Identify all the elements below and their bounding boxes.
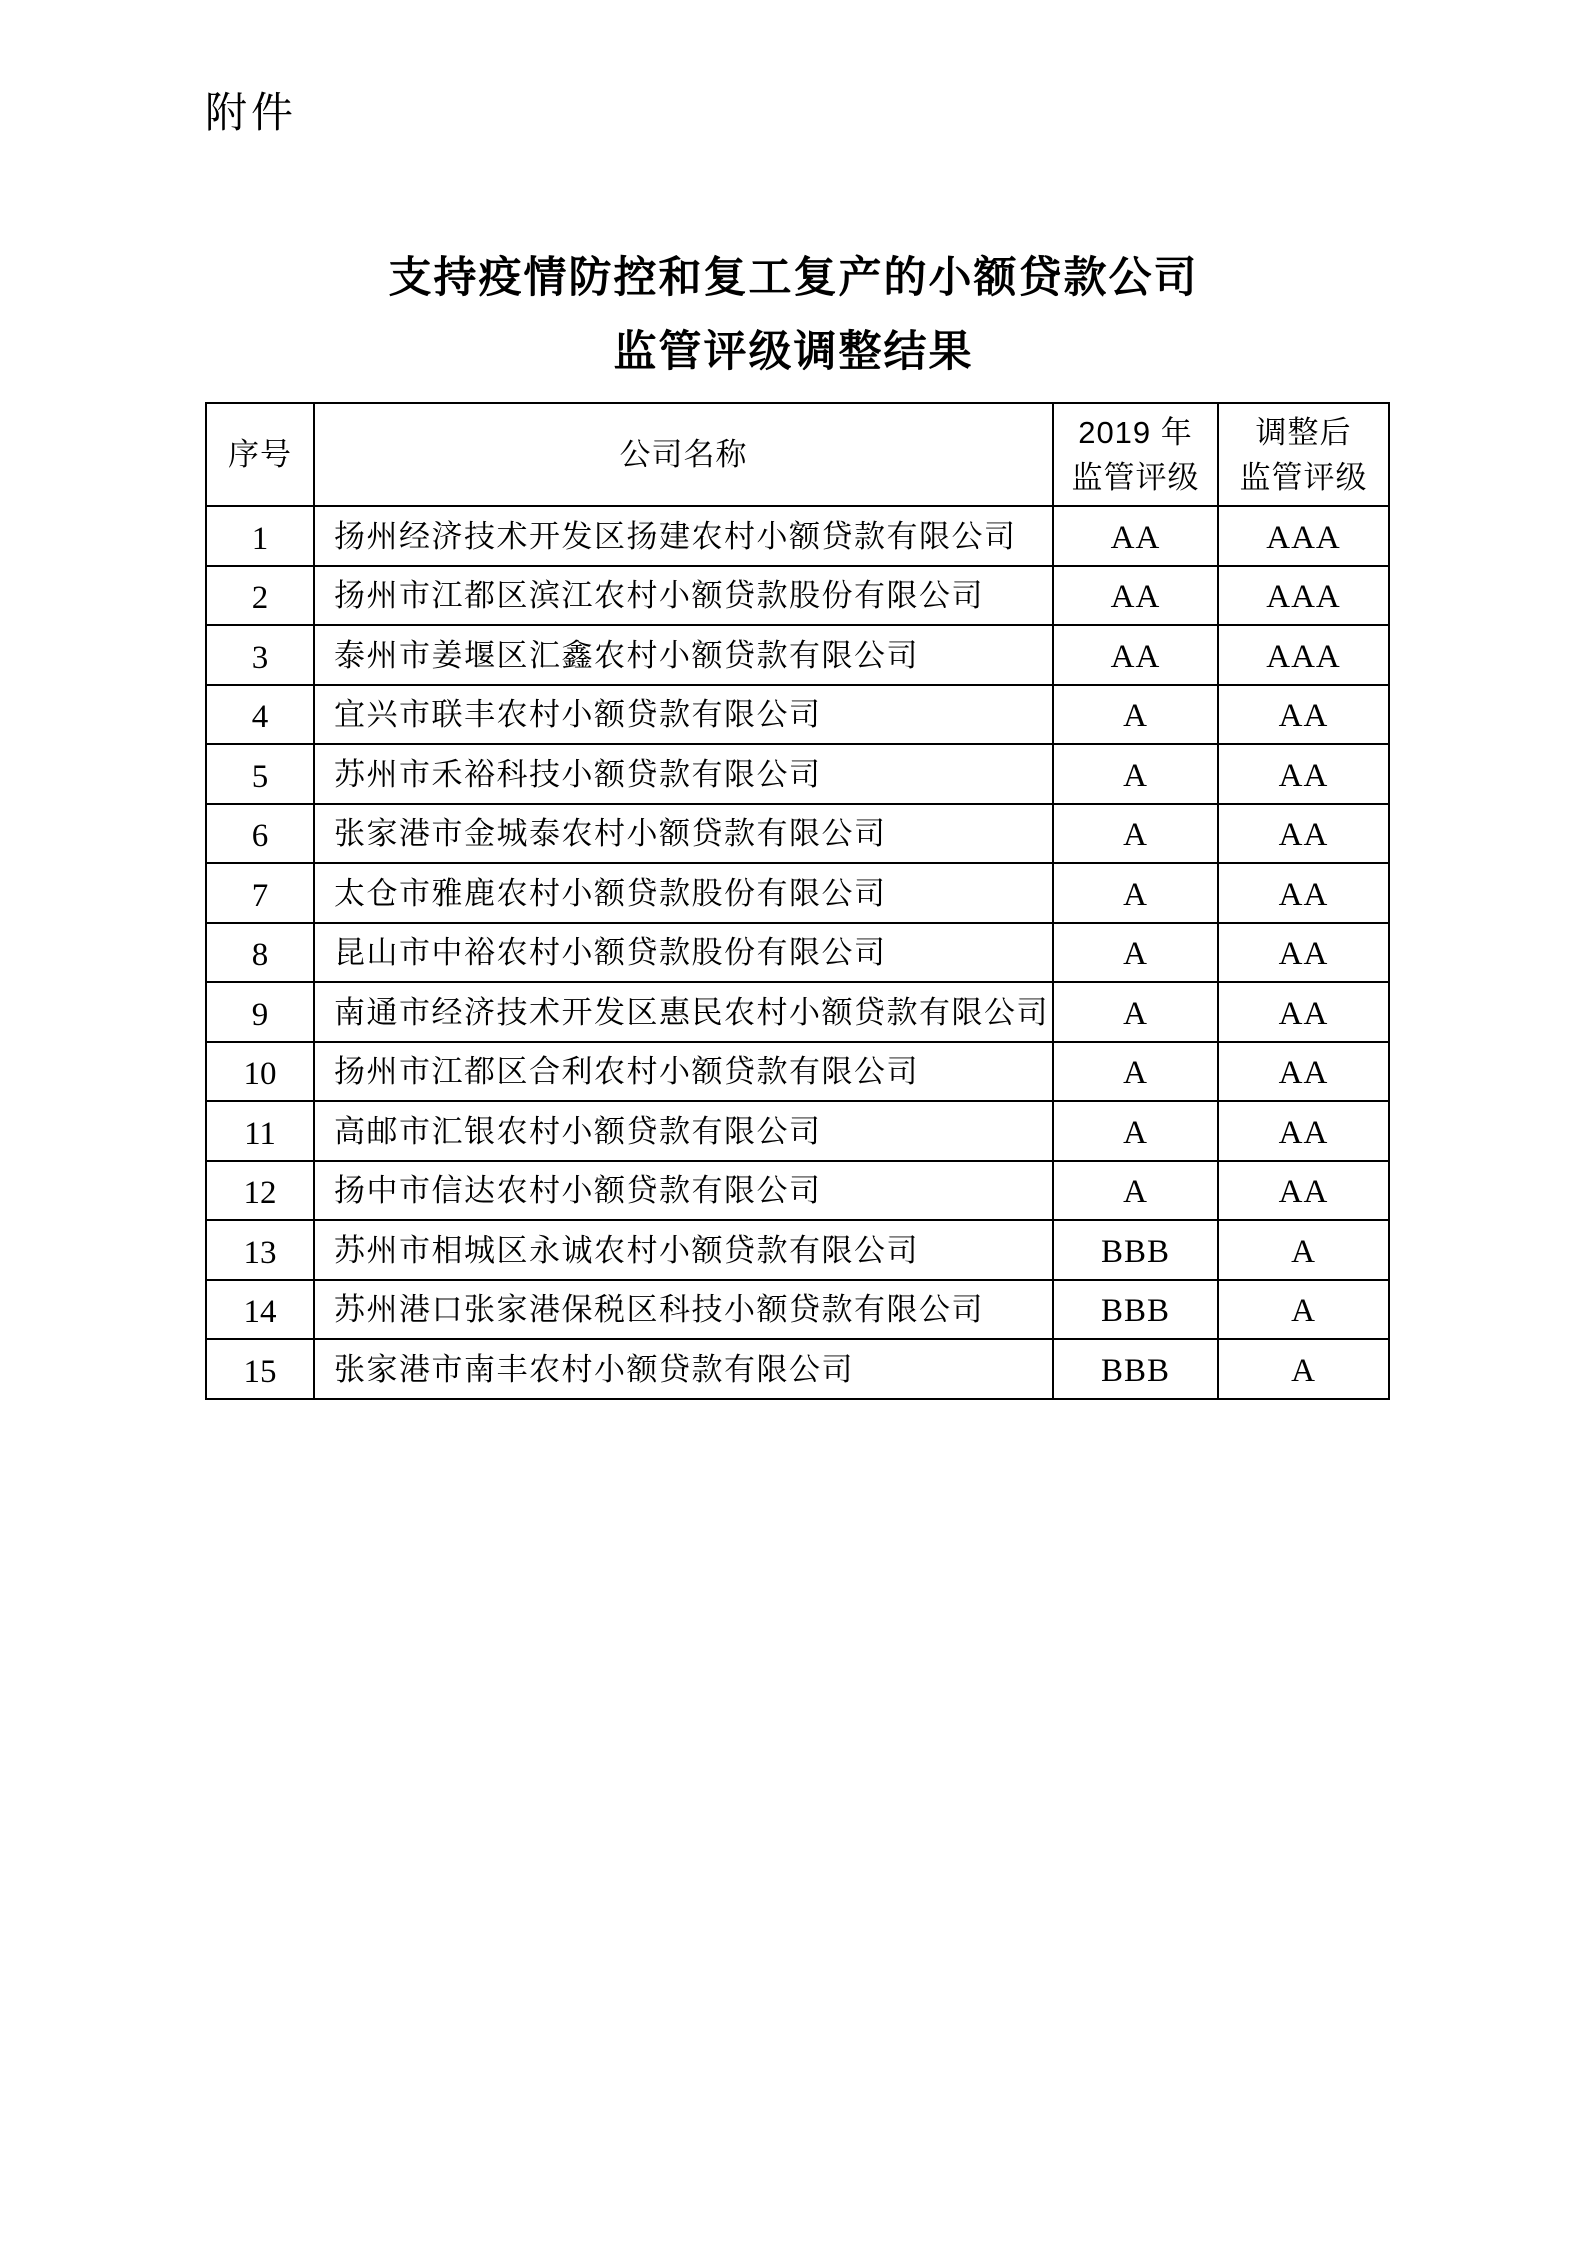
header-company: 公司名称 (314, 403, 1053, 506)
document-title-line2: 监管评级调整结果 (613, 329, 974, 376)
table-row (206, 506, 1389, 566)
row-rating-adjusted: AA (1218, 923, 1389, 983)
row-seq: 8 (206, 923, 314, 983)
row-seq: 15 (206, 1339, 314, 1399)
table-header-row (206, 403, 1389, 506)
row-company: 高邮市汇银农村小额贷款有限公司 (314, 1101, 1053, 1161)
row-rating-adjusted: AA (1218, 804, 1389, 864)
row-rating-adjusted: AA (1218, 863, 1389, 923)
row-company: 南通市经济技术开发区惠民农村小额贷款有限公司 (314, 982, 1053, 1042)
row-company: 宜兴市联丰农村小额贷款有限公司 (314, 685, 1053, 745)
row-company: 扬州市江都区滨江农村小额贷款股份有限公司 (314, 566, 1053, 626)
row-rating-adjusted: AAA (1218, 506, 1389, 566)
attachment-label: 附件 (205, 89, 298, 136)
row-seq: 13 (206, 1220, 314, 1280)
row-rating-adjusted: AA (1218, 1101, 1389, 1161)
table-row (206, 1280, 1389, 1340)
row-rating-2019: A (1053, 982, 1218, 1042)
row-rating-2019: A (1053, 1161, 1218, 1221)
row-company: 泰州市姜堰区汇鑫农村小额贷款有限公司 (314, 625, 1053, 685)
row-rating-adjusted: A (1218, 1280, 1389, 1340)
table-row (206, 744, 1389, 804)
row-seq: 9 (206, 982, 314, 1042)
row-rating-2019: AA (1053, 625, 1218, 685)
header-seq: 序号 (206, 403, 314, 506)
row-seq: 3 (206, 625, 314, 685)
row-rating-adjusted: A (1218, 1339, 1389, 1399)
row-seq: 6 (206, 804, 314, 864)
header-rating-adjusted (1218, 403, 1389, 506)
row-company: 扬州市江都区合利农村小额贷款有限公司 (314, 1042, 1053, 1102)
row-rating-2019: BBB (1053, 1280, 1218, 1340)
table-row (206, 1161, 1389, 1221)
row-rating-2019: A (1053, 923, 1218, 983)
row-seq: 1 (206, 506, 314, 566)
document-title-line1: 支持疫情防控和复工复产的小额贷款公司 (388, 255, 1199, 302)
row-rating-adjusted: AA (1218, 685, 1389, 745)
row-rating-2019: AA (1053, 566, 1218, 626)
table-row (206, 625, 1389, 685)
row-rating-2019: BBB (1053, 1339, 1218, 1399)
row-company: 张家港市金城泰农村小额贷款有限公司 (314, 804, 1053, 864)
row-rating-2019: A (1053, 804, 1218, 864)
table-row (206, 1220, 1389, 1280)
table-row (206, 804, 1389, 864)
row-seq: 14 (206, 1280, 314, 1340)
row-seq: 12 (206, 1161, 314, 1221)
row-rating-adjusted: AA (1218, 982, 1389, 1042)
row-rating-2019: A (1053, 1042, 1218, 1102)
row-seq: 4 (206, 685, 314, 745)
row-company: 昆山市中裕农村小额贷款股份有限公司 (314, 923, 1053, 983)
header-rating-2019 (1053, 403, 1218, 506)
table-row (206, 1339, 1389, 1399)
rating-adjustment-table (205, 402, 1390, 1400)
row-company: 苏州港口张家港保税区科技小额贷款有限公司 (314, 1280, 1053, 1340)
header-rating-2019-line2: 监管评级 (1071, 459, 1200, 495)
row-company: 扬中市信达农村小额贷款有限公司 (314, 1161, 1053, 1221)
header-rating-2019-line1: 2019 年 (1078, 414, 1193, 450)
table-row (206, 1101, 1389, 1161)
row-seq: 7 (206, 863, 314, 923)
row-seq: 11 (206, 1101, 314, 1161)
row-rating-2019: A (1053, 744, 1218, 804)
row-rating-adjusted: A (1218, 1220, 1389, 1280)
row-rating-2019: BBB (1053, 1220, 1218, 1280)
table-row (206, 1042, 1389, 1102)
row-rating-2019: AA (1053, 506, 1218, 566)
row-rating-adjusted: AA (1218, 744, 1389, 804)
row-rating-2019: A (1053, 1101, 1218, 1161)
row-seq: 5 (206, 744, 314, 804)
row-rating-2019: A (1053, 685, 1218, 745)
row-rating-2019: A (1053, 863, 1218, 923)
row-company: 苏州市相城区永诚农村小额贷款有限公司 (314, 1220, 1053, 1280)
table-row (206, 982, 1389, 1042)
row-rating-adjusted: AA (1218, 1161, 1389, 1221)
row-company: 太仓市雅鹿农村小额贷款股份有限公司 (314, 863, 1053, 923)
table-row (206, 863, 1389, 923)
row-company: 扬州经济技术开发区扬建农村小额贷款有限公司 (314, 506, 1053, 566)
row-company: 苏州市禾裕科技小额贷款有限公司 (314, 744, 1053, 804)
row-seq: 10 (206, 1042, 314, 1102)
row-rating-adjusted: AAA (1218, 625, 1389, 685)
row-rating-adjusted: AAA (1218, 566, 1389, 626)
row-rating-adjusted: AA (1218, 1042, 1389, 1102)
header-rating-adjusted-line2: 监管评级 (1239, 459, 1368, 495)
table-row (206, 566, 1389, 626)
table-row (206, 923, 1389, 983)
table-row (206, 685, 1389, 745)
row-company: 张家港市南丰农村小额贷款有限公司 (314, 1339, 1053, 1399)
row-seq: 2 (206, 566, 314, 626)
header-rating-adjusted-line1: 调整后 (1255, 414, 1352, 450)
